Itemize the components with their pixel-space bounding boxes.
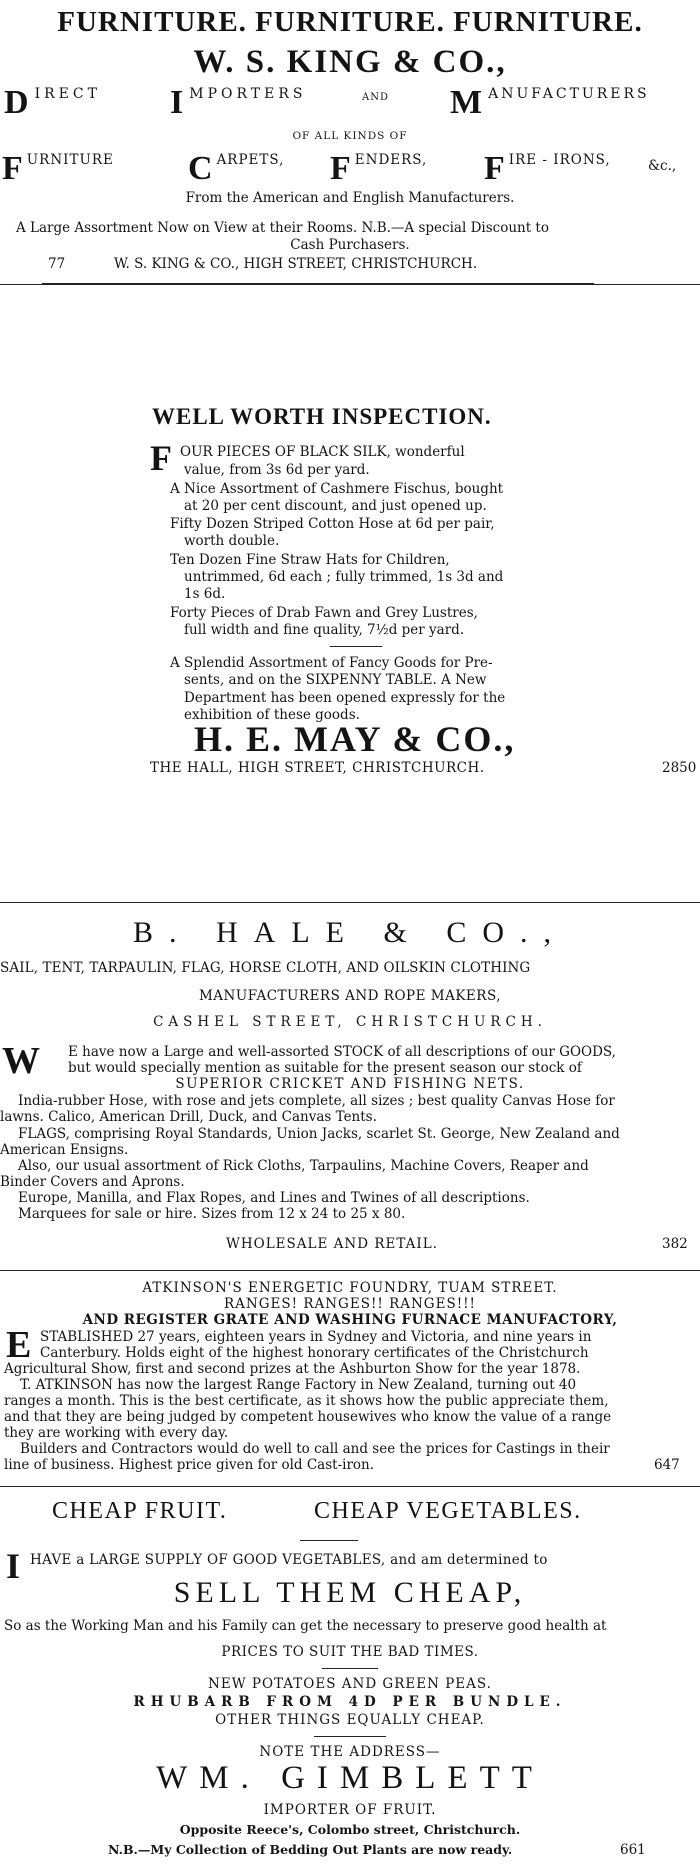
atkinson-top-rule <box>0 1270 700 1271</box>
hale-line: but would specially mention as suitable for the present season our stock of <box>68 1060 582 1076</box>
hale-line: FLAGS, comprising Royal Standards, Union Jacks, scarlet St. George, New Zealand and <box>18 1126 620 1142</box>
may-line: Department has been opened expressly for the <box>184 690 506 706</box>
hale-line: Also, our usual assortment of Rick Cloths, Tarpaulins, Machine Covers, Reaper and <box>18 1158 589 1174</box>
gimblett-importer: IMPORTER OF FRUIT. <box>263 1802 437 1818</box>
hale-line: Europe, Manilla, and Flax Ropes, and Lines and Twines of all descriptions. <box>18 1190 530 1206</box>
atkinson-advert <box>0 1272 700 1477</box>
may-line: sents, and on the SIXPENNY TABLE. A New <box>184 672 487 688</box>
hale-firm: B. HALE & CO., <box>133 916 567 949</box>
may-line: untrimmed, 6d each ; fully trimmed, 1s 3d and <box>184 569 504 585</box>
gimblett-headline-b: CHEAP VEGETABLES. <box>314 1498 582 1524</box>
hale-advert <box>0 904 700 1264</box>
king-fire-irons: F $^{IRE - IRONS,}$ <box>484 150 611 187</box>
hale-line: Marquees for sale or hire. Sizes from 12 x 24 to 25 x 80. <box>18 1206 406 1222</box>
gimblett-intro: HAVE a LARGE SUPPLY OF GOOD VEGETABLES, and am determined to <box>30 1552 548 1568</box>
may-line: OUR PIECES OF BLACK SILK, wonderful <box>180 444 465 460</box>
atkinson-line: and that they are being judged by competent housewives who know the value of a range <box>4 1409 612 1425</box>
hale-footer: WHOLESALE AND RETAIL. <box>226 1236 438 1252</box>
atkinson-number: 647 <box>654 1457 680 1473</box>
gimblett-advert <box>0 1488 700 1868</box>
atkinson-line: STABLISHED 27 years, eighteen years in Sydney and Victoria, and nine years in <box>40 1329 592 1345</box>
may-rule-short <box>330 646 382 647</box>
king-address: W. S. KING & CO., HIGH STREET, CHRISTCHURCH. <box>114 256 478 272</box>
gimblett-headline-rule <box>300 1540 358 1541</box>
may-line: Ten Dozen Fine Straw Hats for Children, <box>170 552 450 568</box>
king-etc: &c., <box>648 158 677 174</box>
atkinson-line2: RANGES! RANGES!! RANGES!!! <box>224 1296 476 1312</box>
hale-trade2: MANUFACTURERS AND ROPE MAKERS, <box>198 988 501 1004</box>
may-line: A Splendid Assortment of Fancy Goods for Pre- <box>170 655 493 671</box>
hale-street: CASHEL STREET, CHRISTCHURCH. <box>153 1014 547 1030</box>
atkinson-line: Agricultural Show, first and second prizes at the Ashburton Show for the year 1878. <box>4 1361 581 1377</box>
gimblett-note: NOTE THE ADDRESS— <box>259 1744 441 1760</box>
king-assortment-line: A Large Assortment Now on View at their Rooms. N.B.—A special Discount to <box>16 220 549 236</box>
hale-line: E have now a Large and well-assorted STOCK of all descriptions of our GOODS, <box>68 1044 616 1060</box>
gimblett-working: So as the Working Man and his Family can get the necessary to preserve good health at <box>4 1618 607 1634</box>
king-importers: IMPORTERS <box>170 84 307 121</box>
atkinson-line3: AND REGISTER GRATE AND WASHING FURNACE MANUFACTORY, <box>82 1312 618 1328</box>
atkinson-line1: ATKINSON'S ENERGETIC FOUNDRY, TUAM STREET. <box>142 1280 558 1296</box>
may-first-cap: F <box>150 438 172 478</box>
king-manufacturers: MANUFACTURERS <box>450 84 650 121</box>
gimblett-nb: N.B.—My Collection of Bedding Out Plants are now ready. <box>108 1842 513 1857</box>
gimblett-number: 661 <box>620 1842 646 1858</box>
king-direct: DIRECT <box>4 84 101 121</box>
king-furniture: F $^{URNITURE}$ <box>2 150 114 187</box>
atkinson-line: T. ATKINSON has now the largest Range Factory in New Zealand, turning out 40 <box>20 1377 577 1393</box>
gimblett-other: OTHER THINGS EQUALLY CHEAP. <box>215 1712 485 1728</box>
may-line: 1s 6d. <box>184 586 226 602</box>
may-line: A Nice Assortment of Cashmere Fischus, bought <box>170 481 504 497</box>
may-title: WELL WORTH INSPECTION. <box>152 404 492 429</box>
king-address-num: 77 <box>48 256 66 272</box>
may-line: worth double. <box>184 533 280 549</box>
gimblett-opposite: Opposite Reece's, Colombo street, Christchurch. <box>179 1822 521 1837</box>
hale-line: American Ensigns. <box>0 1142 129 1158</box>
king-cash-line: Cash Purchasers. <box>290 237 410 253</box>
gimblett-top-rule <box>0 1486 700 1487</box>
hale-number: 382 <box>662 1236 688 1252</box>
atkinson-line: Builders and Contractors would do well to call and see the prices for Castings in their <box>20 1441 610 1457</box>
king-fenders: F $^{ENDERS,}$ <box>330 150 428 187</box>
top-divider <box>0 284 700 285</box>
hale-top-rule <box>0 902 700 903</box>
king-firm: W. S. KING & CO., <box>193 44 507 80</box>
king-from-line: From the American and English Manufacturers. <box>185 190 515 206</box>
may-line: at 20 per cent discount, and just opened up. <box>184 498 487 514</box>
may-number: 2850 <box>662 760 697 776</box>
may-line: Forty Pieces of Drab Fawn and Grey Lustres, <box>170 605 478 621</box>
atkinson-line: Canterbury. Holds eight of the highest honorary certificates of the Christchurch <box>40 1345 589 1361</box>
may-line: Fifty Dozen Striped Cotton Hose at 6d per pair, <box>170 516 495 532</box>
gimblett-sell: SELL THEM CHEAP, <box>173 1576 527 1609</box>
gimblett-rule-2 <box>314 1736 386 1737</box>
may-address: THE HALL, HIGH STREET, CHRISTCHURCH. <box>150 760 485 776</box>
gimblett-rule-1 <box>322 1668 378 1669</box>
may-firm: H. E. MAY & CO., <box>194 719 516 759</box>
king-carpets: C $^{ARPETS,}$ <box>188 150 285 187</box>
atkinson-line: ranges a month. This is the best certificate, as it shows how the public appreciate them, <box>4 1393 609 1409</box>
gimblett-firm: WM. GIMBLETT <box>156 1760 544 1796</box>
hale-line: India-rubber Hose, with rose and jets complete, all sizes ; best quality Canvas Hose for <box>18 1093 615 1109</box>
hale-line: SUPERIOR CRICKET AND FISHING NETS. <box>175 1076 525 1092</box>
king-and: AND <box>362 92 389 103</box>
hale-first-cap: W <box>2 1040 40 1082</box>
hale-trade1: SAIL, TENT, TARPAULIN, FLAG, HORSE CLOTH, AND OILSKIN CLOTHING <box>0 960 531 976</box>
atkinson-line: line of business. Highest price given for old Cast-iron. <box>4 1457 375 1473</box>
atkinson-first-cap: E <box>6 1324 32 1366</box>
gimblett-prices: PRICES TO SUIT THE BAD TIMES. <box>221 1644 479 1660</box>
may-line: exhibition of these goods. <box>184 707 360 723</box>
atkinson-line: they are working with every day. <box>4 1425 229 1441</box>
may-advert <box>0 290 700 890</box>
hale-line: lawns. Calico, American Drill, Duck, and Canvas Tents. <box>0 1109 377 1125</box>
gimblett-potatoes: NEW POTATOES AND GREEN PEAS. <box>208 1676 492 1692</box>
king-headline: FURNITURE. FURNITURE. FURNITURE. <box>57 6 643 38</box>
king-advert <box>0 0 700 290</box>
may-line: full width and fine quality, 7½d per yard. <box>184 622 465 638</box>
hale-line: Binder Covers and Aprons. <box>0 1174 185 1190</box>
gimblett-headline-a: CHEAP FRUIT. <box>52 1498 228 1524</box>
king-of-all-kinds: OF ALL KINDS OF <box>292 130 408 142</box>
gimblett-first-cap: I <box>6 1546 21 1586</box>
gimblett-rhubarb: RHUBARB FROM 4D PER BUNDLE. <box>133 1694 567 1710</box>
may-line: value, from 3s 6d per yard. <box>184 462 370 478</box>
